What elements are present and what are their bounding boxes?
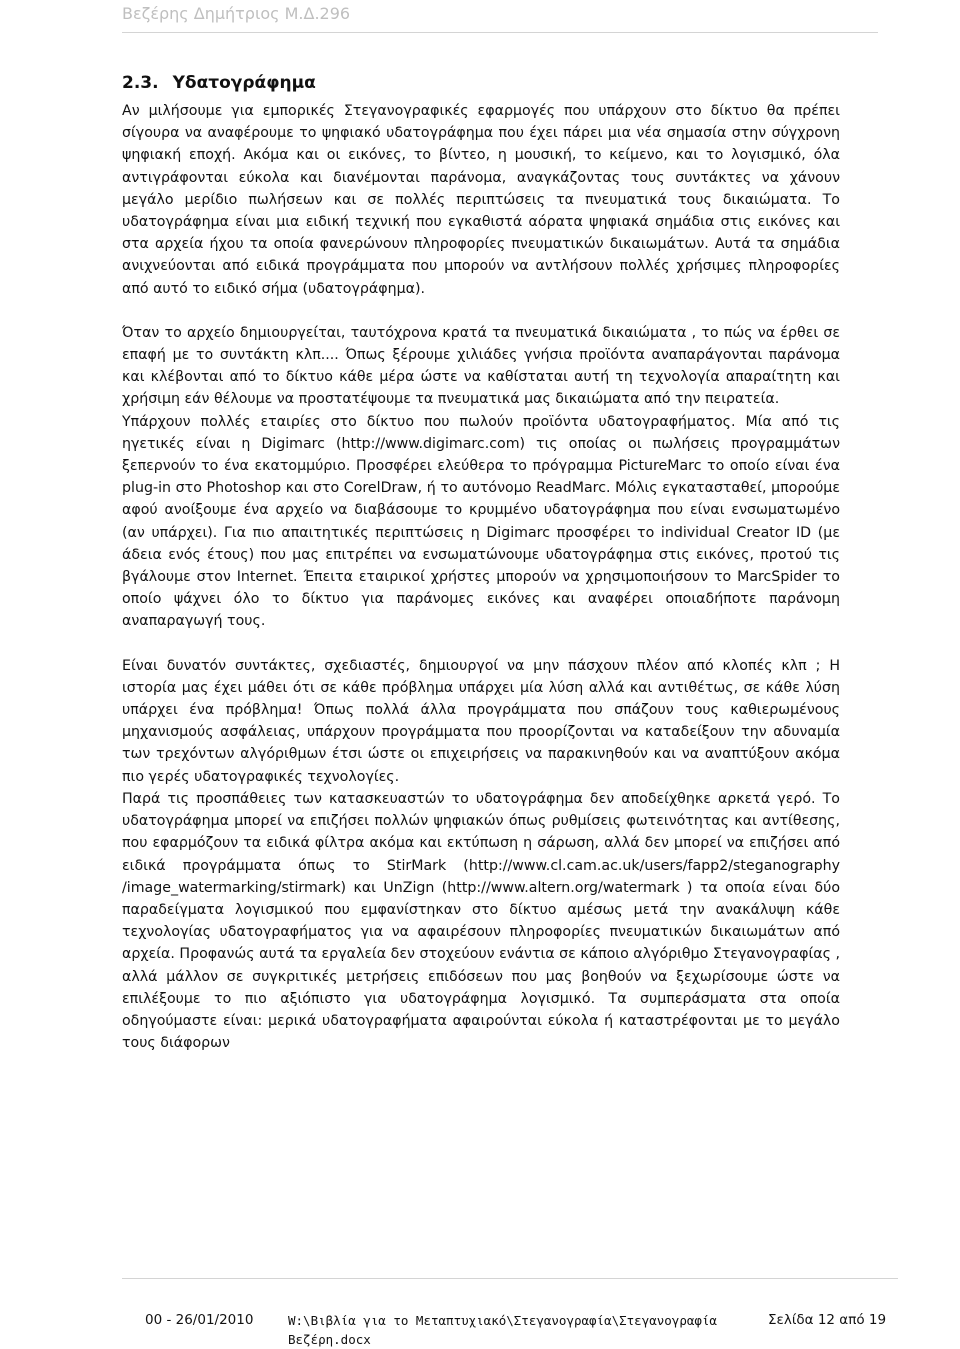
footer-file-path: W:\Βιβλία για το Μεταπτυχιακό\Στεγανογραφία\Στεγανογραφία Βεζέρη.docx bbox=[288, 1313, 717, 1347]
page-header: Βεζέρης Δημήτριος Μ.Δ.296 bbox=[122, 4, 351, 23]
paragraph: Παρά τις προσπάθειες των κατασκευαστών το υδατογράφημα δεν αποδείχθηκε αρκετά γερό. Το υδατογράφημα μπορεί να επιζήσει πολλών ψηφιακών όπως ρυθμίσεις φωτεινότητας και αντίθεσης, που εφαρμόζουν τα ειδικά φίλτρα ακόμα και εκτύπωση η σάρωση, αλλά δεν μπορεί να επιζήσει από ειδικά προγράμματα όπως το StirMark (http://www.cl.cam.ac.uk/users/fapp2/steganography /image_watermarking/stirmark) και UnZign (http://www.altern.org/watermark ) τα οποία είναι δύο παραδείγματα λογισμικού που εμφανίστηκαν στο δίκτυο αμέσως μετά την ανακάλυψη κάθε τεχνολογίας υδατογραφήματος για να αφαιρέσουν πληροφορίες πνευματικών δικαιωμάτων από αρχεία. Προφανώς αυτά τα εργαλεία δεν στοχεύουν ενάντια σε κάποιο αλγόριθμο Στεγανογραφίας , αλλά μάλλον σε συγκριτικές μετρήσεις επιδόσεων που μας βοηθούν να ξεχωρίσουμε ώστε να επιλέξουμε το πιο αξιόπιστο για υδατογράφημα λογισμικό. Τα συμπεράσματα στα οποία οδηγούμαστε είναι: μερικά υδατογραφήματα αφαιρούνται εύκολα ή καταστρέφονται με το μεγάλο τους διάφορων bbox=[122, 790, 840, 1052]
paragraph: Είναι δυνατόν συντάκτες, σχεδιαστές, δημιουργοί να μην πάσχουν πλέον από κλοπές κλπ ; Η ιστορία μας έχει μάθει ότι σε κάθε πρόβλημα υπάρχει μία λύση αλλά και αντιθέτως, σε κάθε λύση υπάρχει ένα πρόβλημα! Όπως πολλά άλλα προγράμματα που σπάζουν τους καθιερωμένους μηχανισμούς ασφάλειας, υπάρχουν προγράμματα που προορίζονται να καταδείξουν την αδυναμία των τρεχόντων αλγόριθμων έτσι ώστε οι επιχειρήσεις να παρακινηθούν και να αναπτύξουν ακόμα πιο γερές υδατογραφικές τεχνολογίες. bbox=[122, 657, 840, 785]
footer-date: 00 - 26/01/2010 bbox=[145, 1312, 254, 1328]
section-title: Υδατογράφημα bbox=[172, 73, 316, 93]
section-heading bbox=[122, 72, 840, 94]
section-number: 2.3. bbox=[122, 73, 159, 93]
footer-divider bbox=[122, 1278, 898, 1279]
paragraph: Αν μιλήσουμε για εμπορικές Στεγανογραφικές εφαρμογές που υπάρχουν στο δίκτυο θα πρέπει σίγουρα να αναφέρουμε το ψηφιακό υδατογράφημα που έχει πάρει μια νέα σημασία στην σύγχρονη ψηφιακή εποχή. Ακόμα και οι εικόνες, το βίντεο, η μουσική, το κείμενο, και το λογισμικό, όλα αντιγράφονται εύκολα και διανέμονται παράνομα, αναγκάζοντας τους συντάκτες να χάνουν μεγάλο μερίδιο πωλήσεων και σε πολλές περιπτώσεις τα πνευματικά τους δικαιώματα. Το υδατογράφημα είναι μια ειδική τεχνική που εγκαθιστά αόρατα ψηφιακά σημάδια στις εικόνες και στα αρχεία ήχου τα οποία φανερώνουν πληροφορίες πνευματικών δικαιωμάτων. Αυτά τα σημάδια ανιχνεύονται από ειδικά προγράμματα που μπορούν να αντλήσουν πολλές χρήσιμες πληροφορίες από αυτό το ειδικό σήμα (υδατογράφημα). bbox=[122, 103, 840, 297]
footer-page-number: Σελίδα 12 από 19 bbox=[768, 1312, 887, 1328]
header-divider bbox=[122, 32, 878, 33]
paragraph: Υπάρχουν πολλές εταιρίες στο δίκτυο που πωλούν προϊόντα υδατογραφήματος. Μία από τις ηγετικές είναι η Digimarc (http://www.digimarc.com) τις οποίας οι πωλήσεις προγραμμάτων ξεπερνούν το ένα εκατομμύριο. Προσφέρει ελεύθερα το πρόγραμμα PictureMarc το οποίο είναι ένα plug-in στο Photoshop και στο CorelDraw, ή το αυτόνομο ReadMarc. Μόλις εγκατασταθεί, μπορούμε αφού ανοίξουμε ένα αρχείο να διαβάσουμε το κρυμμένο υδατογράφημα που είναι ενσωματωμένο (αν υπάρχει). Για πιο απαιτητικές περιπτώσεις η Digimarc προσφέρει το individual Creator ID (με άδεια ενός έτους) που μας επιτρέπει να ενσωματώνουμε υδατογράφημα στις εικόνες, προτού τις βγάλουμε στον Internet. Έπειτα εταιρικοί χρήστες μπορούν να χρησιμοποιήσουν το MarcSpider το οποίο ψάχνει όλο το δίκτυο για παράνομες εικόνες και αναφέρει οποιαδήποτε παράνομη αναπαραγωγή τους. bbox=[122, 413, 840, 630]
paragraph: Όταν το αρχείο δημιουργείται, ταυτόχρονα κρατά τα πνευματικά δικαιώματα , το πώς να έρθει σε επαφή με το συντάκτη κλπ.... Όπως ξέρουμε χιλιάδες γνήσια προϊόντα αναπαράγονται παράνομα και κλέβονται από το δίκτυο κάθε μέρα ώστε να καθίσταται αυτή τη τεχνολογία απαραίτητη και χρήσιμη εάν θέλουμε να προστατέψουμε τα πνευματικά μας δικαιώματα από την πειρατεία. bbox=[122, 324, 840, 408]
document-body bbox=[122, 72, 840, 1054]
